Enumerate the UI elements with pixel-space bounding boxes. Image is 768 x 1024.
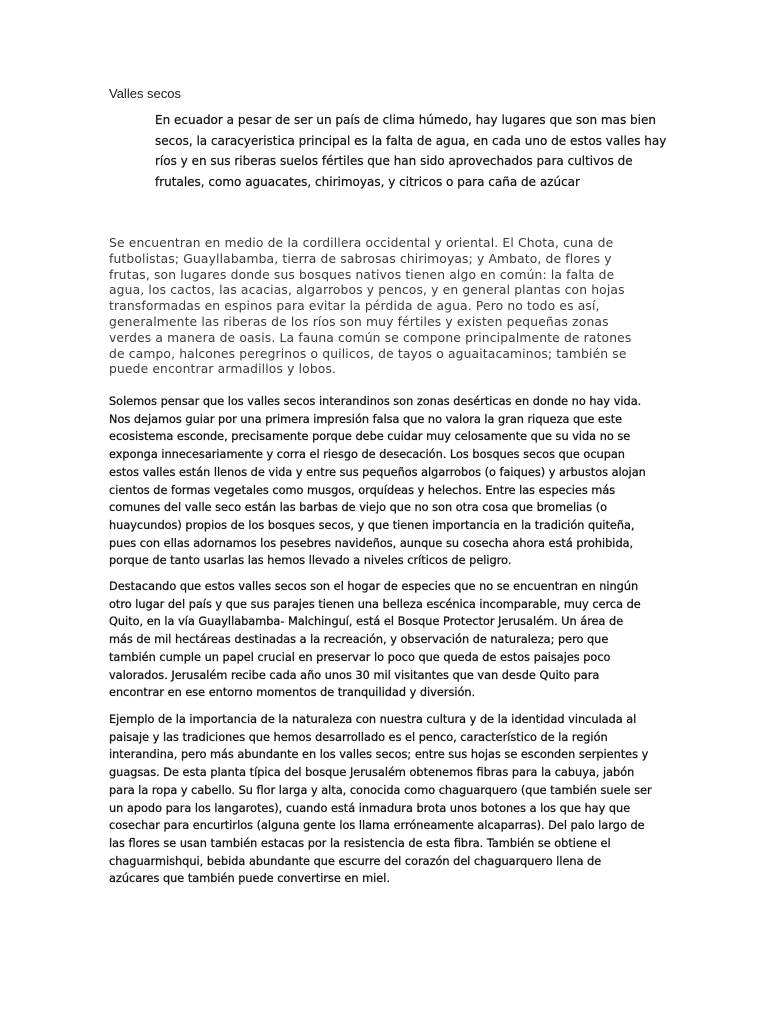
paragraph-line: puede encontrar armadillos y lobos. [109,362,337,377]
paragraph-line: estos valles están llenos de vida y entre sus pequeños algarrobos (o faiques) y arbustos alojan [109,465,646,479]
paragraph-line: exponga innecesariamente y corra el riesgo de desecación. Los bosques secos que ocupan [109,448,625,462]
paragraph-line: Ejemplo de la importancia de la naturaleza con nuestra cultura y de la identidad vinculada al [109,713,637,726]
paragraph-line: chaguarmishqui, bebida abundante que escurre del corazón del chaguarquero llena de [109,854,602,868]
paragraph-line: otro lugar del país y que sus parajes tienen una belleza escénica incomparable, muy cerca de [109,597,641,611]
paragraph-line: comunes del valle seco están las barbas de viejo que no son otra cosa que bromelias (o [109,501,608,515]
paragraph-line: Solemos pensar que los valles secos interandinos son zonas desérticas en donde no hay vida. [109,395,642,408]
intro-line: ríos y en sus riberas suelos fértiles que han sido aprovechados para cultivos de [155,154,633,168]
intro-paragraph [155,110,667,192]
paragraph-line: también cumple un papel crucial en preservar lo poco que queda de estos paisajes poco [109,650,611,664]
paragraph-line: valorados. Jerusalém recibe cada año unos 30 mil visitantes que van desde Quito para [109,668,600,682]
intro-line: frutales, como aguacates, chirimoyas, y citricos o para caña de azúcar [155,174,580,189]
desert-myth-paragraph [109,393,669,570]
paragraph-line: un apodo para los langarotes), cuando está inmadura brota unos botones a los que hay que [109,801,631,815]
paragraph-line: para la ropa y cabello. Su flor larga y alta, conocida como chaguarquero (que también suele ser [109,783,652,797]
paragraph-line: Nos dejamos guiar por una primera impresión falsa que no valora la gran riqueza que este [109,412,623,426]
paragraph-line: futbolistas; Guayllabamba, tierra de sabrosas chirimoyas; y Ambato, de flores y [109,251,612,266]
paragraph-line: paisaje y las tradiciones que hemos desarrollado es el penco, característico de la región [109,730,608,744]
paragraph-line: huaycundos) propios de los bosques secos, y que tienen importancia en la tradición quiteña, [109,518,635,532]
paragraph-line: ecosistema esconde, precisamente porque debe cuidar muy celosamente que su vida no se [109,430,631,444]
paragraph-line: cientos de formas vegetales como musgos, orquídeas y helechos. Entre las especies más [109,483,616,497]
paragraph-line: guagsas. De esta planta típica del bosque Jerusalém obtenemos fibras para la cabuya, jabón [109,766,635,780]
paragraph-line: encontrar en ese entorno momentos de tranquilidad y diversión. [109,686,476,700]
paragraph-line: Se encuentran en medio de la cordillera occidental y oriental. El Chota, cuna de [109,236,614,250]
paragraph-line: verdes a manera de oasis. La fauna común se compone principalmente de ratones [109,330,632,345]
paragraph-line: agua, los cactos, las acacias, algarrobos y pencos, y en general plantas con hojas [109,283,625,298]
paragraph-line: cosechar para encurtirlos (alguna gente los llama erróneamente alcaparras). Del palo largo de [109,819,645,833]
penco-paragraph [109,711,669,888]
paragraph-line: frutas, son lugares donde sus bosques nativos tienen algo en común: la falta de [109,267,615,282]
jerusalem-forest-paragraph [109,578,669,702]
paragraph-line: generalmente las riberas de los ríos son muy fértiles y existen pequeñas zonas [109,314,609,329]
paragraph-line: Quito, en la vía Guayllabamba- Malchinguí, está el Bosque Protector Jerusalém. Un área de [109,615,624,629]
paragraph-line: de campo, halcones peregrinos o quilicos, de tayos o aguaitacaminos; también se [109,346,627,361]
paragraph-line: pues con ellas adornamos los pesebres navideños, aunque su cosecha ahora está prohibida, [109,536,634,550]
paragraph-line: porque de tanto usarlas las hemos llevado a niveles críticos de peligro. [109,554,512,568]
document-title: Valles secos [109,86,182,101]
paragraph-line: interandina, pero más abundante en los valles secos; entre sus hojas se esconden serpientes y [109,748,649,762]
paragraph-line: azúcares que también puede convertirse en miel. [109,872,390,886]
geography-paragraph [109,236,669,378]
paragraph-line: las flores se usan también estacas por la resistencia de esta fibra. También se obtiene el [109,836,611,850]
paragraph-line: Destacando que estos valles secos son el hogar de especies que no se encuentran en ningún [109,580,639,593]
paragraph-line: transformadas en espinos para evitar la pérdida de agua. Pero no todo es así, [109,299,600,314]
intro-line: En ecuador a pesar de ser un país de clima húmedo, hay lugares que son mas bien [155,113,656,127]
intro-line: secos, la caracyeristica principal es la falta de agua, en cada uno de estos valles hay [155,133,667,148]
paragraph-line: más de mil hectáreas destinadas a la recreación, y observación de naturaleza; pero que [109,633,609,647]
